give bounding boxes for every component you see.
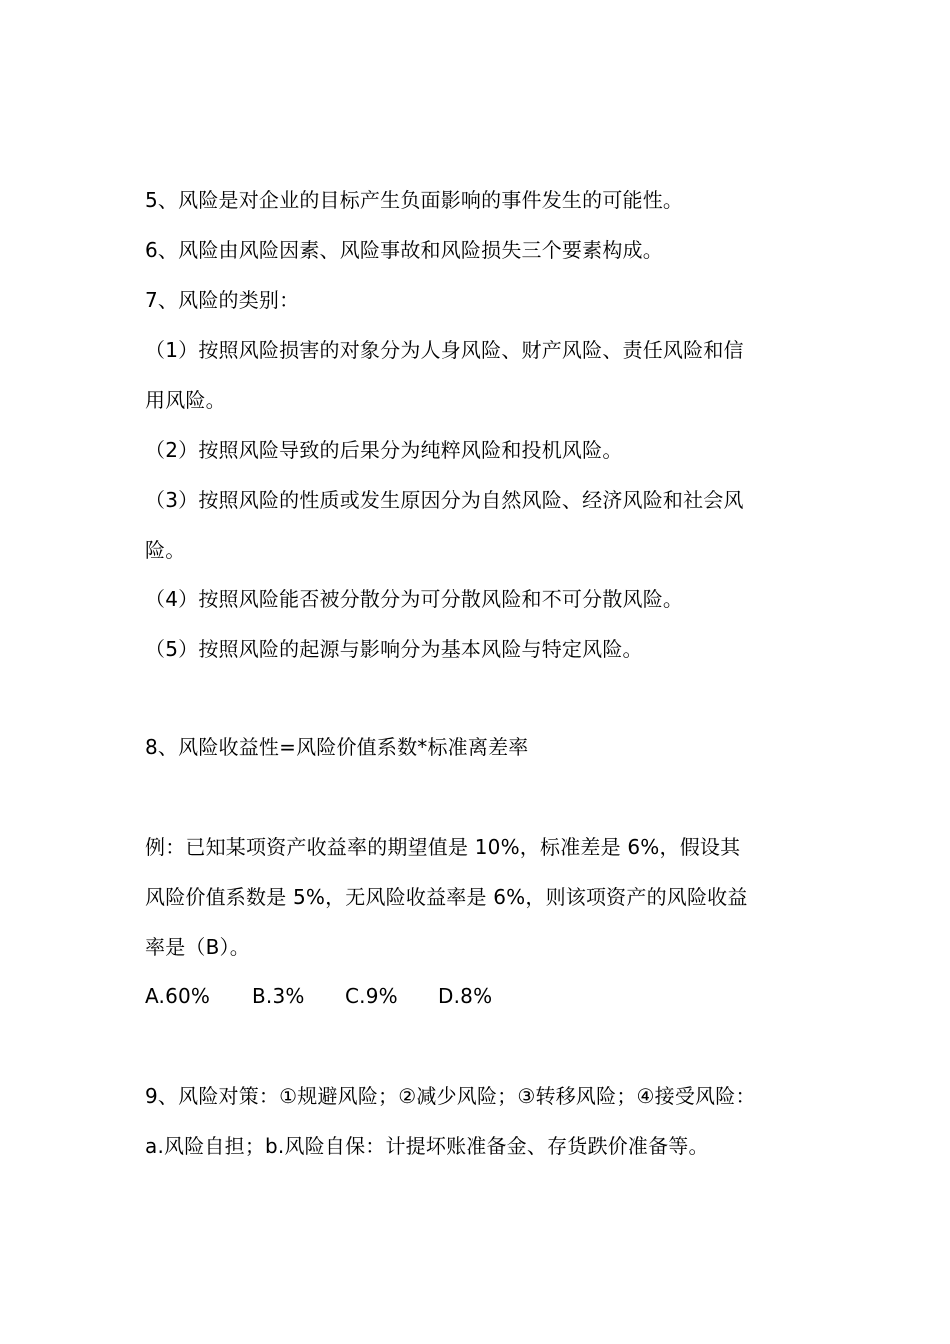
item-7-1-line2: 用风险。 xyxy=(145,388,226,412)
item-9-strategies-line1: 9、风险对策：①规避风险；②减少风险；③转移风险；④接受风险： xyxy=(145,1084,756,1108)
example-options xyxy=(145,981,835,1011)
item-6-elements: 6、风险由风险因素、风险事故和风险损失三个要素构成。 xyxy=(145,238,663,262)
item-7-5: （5）按照风险的起源与影响分为基本风险与特定风险。 xyxy=(145,637,643,661)
item-7-3-line1: （3）按照风险的性质或发生原因分为自然风险、经济风险和社会风 xyxy=(145,488,744,512)
item-7-2: （2）按照风险导致的后果分为纯粹风险和投机风险。 xyxy=(145,438,623,462)
example-line1: 例：已知某项资产收益率的期望值是 10%，标准差是 6%，假设其 xyxy=(145,835,741,859)
item-7-3-line2: 险。 xyxy=(145,538,186,562)
option-b: B.3% xyxy=(252,984,305,1008)
option-a: A.60% xyxy=(145,984,211,1008)
item-7-1-line1: （1）按照风险损害的对象分为人身风险、财产风险、责任风险和信 xyxy=(145,338,744,362)
example-line3: 率是（B）。 xyxy=(145,935,250,959)
item-9-strategies-line2: a.风险自担；b.风险自保：计提坏账准备金、存货跌价准备等。 xyxy=(145,1134,709,1158)
example-line2: 风险价值系数是 5%，无风险收益率是 6%，则该项资产的风险收益 xyxy=(145,885,748,909)
option-d: D.8% xyxy=(438,984,493,1008)
item-7-4: （4）按照风险能否被分散分为可分散风险和不可分散风险。 xyxy=(145,587,684,611)
item-5-definition: 5、风险是对企业的目标产生负面影响的事件发生的可能性。 xyxy=(145,188,684,212)
option-c: C.9% xyxy=(345,984,398,1008)
item-8-formula: 8、风险收益性=风险价值系数*标准离差率 xyxy=(145,735,529,759)
item-7-heading: 7、风险的类别： xyxy=(145,288,300,312)
